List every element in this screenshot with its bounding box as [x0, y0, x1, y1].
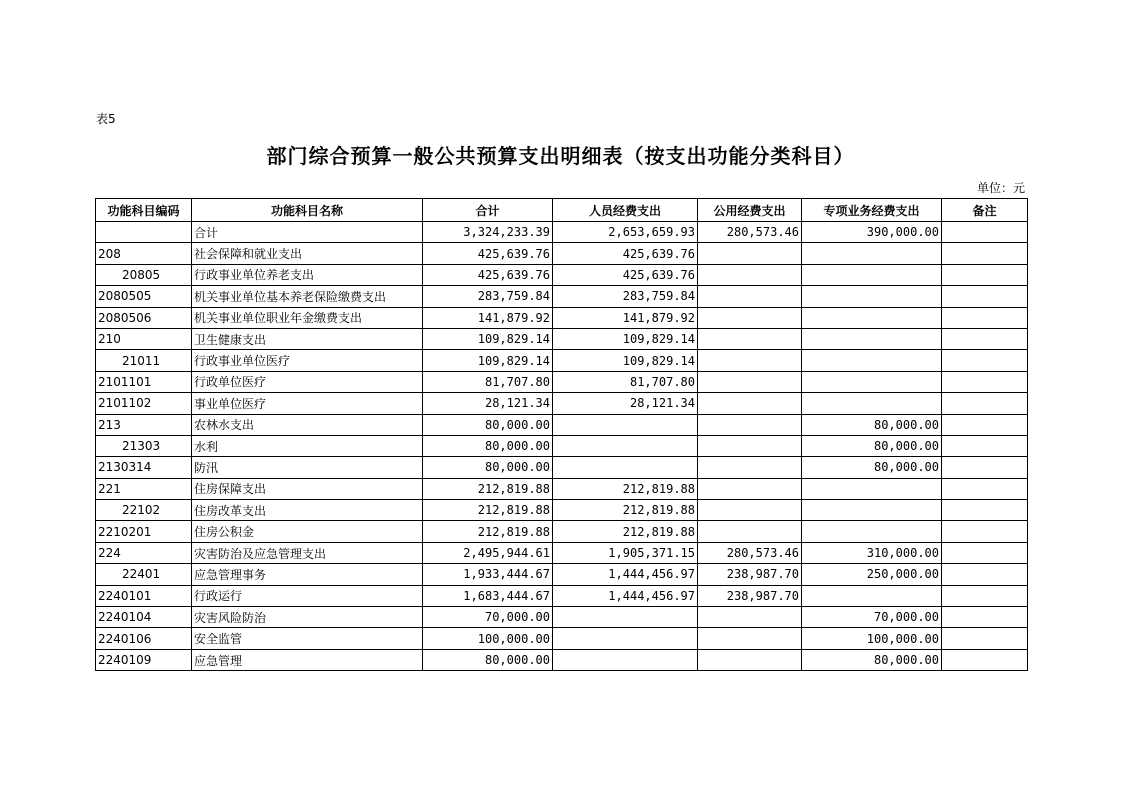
- cell-note: [942, 435, 1028, 456]
- table-row: [96, 564, 1028, 585]
- cell-name: 安全监管: [192, 628, 423, 649]
- cell-special: 390,000.00: [802, 222, 942, 243]
- cell-note: [942, 542, 1028, 563]
- cell-note: [942, 222, 1028, 243]
- table-row: [96, 649, 1028, 670]
- table-row: [96, 500, 1028, 521]
- cell-public: [698, 371, 802, 392]
- cell-special: 100,000.00: [802, 628, 942, 649]
- cell-total: 1,933,444.67: [423, 564, 553, 585]
- cell-total: 212,819.88: [423, 500, 553, 521]
- cell-total: 80,000.00: [423, 435, 553, 456]
- cell-name: 社会保障和就业支出: [192, 243, 423, 264]
- cell-note: [942, 457, 1028, 478]
- cell-code: 2101102: [96, 393, 192, 414]
- cell-name: 卫生健康支出: [192, 328, 423, 349]
- cell-total: 283,759.84: [423, 286, 553, 307]
- cell-personnel: [553, 649, 698, 670]
- cell-code: 224: [96, 542, 192, 563]
- cell-code: 2240104: [96, 607, 192, 628]
- cell-total: 80,000.00: [423, 649, 553, 670]
- cell-special: 310,000.00: [802, 542, 942, 563]
- cell-code: 21303: [96, 435, 192, 456]
- cell-public: [698, 457, 802, 478]
- cell-special: [802, 585, 942, 606]
- cell-name: 灾害防治及应急管理支出: [192, 542, 423, 563]
- cell-total: 109,829.14: [423, 328, 553, 349]
- header-code: 功能科目编码: [96, 199, 192, 222]
- cell-note: [942, 264, 1028, 285]
- cell-personnel: 141,879.92: [553, 307, 698, 328]
- cell-personnel: 283,759.84: [553, 286, 698, 307]
- cell-special: [802, 328, 942, 349]
- cell-public: [698, 649, 802, 670]
- cell-public: [698, 286, 802, 307]
- cell-public: 238,987.70: [698, 585, 802, 606]
- cell-name: 机关事业单位职业年金缴费支出: [192, 307, 423, 328]
- cell-code: 2080506: [96, 307, 192, 328]
- cell-code: 213: [96, 414, 192, 435]
- cell-code: 21011: [96, 350, 192, 371]
- table-row: [96, 222, 1028, 243]
- cell-note: [942, 243, 1028, 264]
- cell-code: 221: [96, 478, 192, 499]
- cell-code: 2210201: [96, 521, 192, 542]
- cell-total: 80,000.00: [423, 414, 553, 435]
- cell-note: [942, 478, 1028, 499]
- table-row: [96, 478, 1028, 499]
- cell-personnel: 109,829.14: [553, 350, 698, 371]
- cell-special: [802, 393, 942, 414]
- cell-personnel: [553, 628, 698, 649]
- cell-note: [942, 350, 1028, 371]
- cell-total: 28,121.34: [423, 393, 553, 414]
- table-row: [96, 585, 1028, 606]
- cell-code: 20805: [96, 264, 192, 285]
- cell-special: [802, 307, 942, 328]
- table-row: [96, 393, 1028, 414]
- table-header-row: [96, 199, 1028, 222]
- table-row: [96, 307, 1028, 328]
- header-total: 合计: [423, 199, 553, 222]
- cell-name: 住房公积金: [192, 521, 423, 542]
- cell-public: [698, 478, 802, 499]
- cell-name: 住房保障支出: [192, 478, 423, 499]
- cell-special: 80,000.00: [802, 457, 942, 478]
- cell-personnel: 212,819.88: [553, 478, 698, 499]
- cell-public: [698, 307, 802, 328]
- cell-note: [942, 585, 1028, 606]
- cell-name: 灾害风险防治: [192, 607, 423, 628]
- cell-special: 250,000.00: [802, 564, 942, 585]
- cell-special: 80,000.00: [802, 435, 942, 456]
- cell-note: [942, 628, 1028, 649]
- cell-total: 425,639.76: [423, 243, 553, 264]
- cell-special: 70,000.00: [802, 607, 942, 628]
- table-row: [96, 607, 1028, 628]
- cell-note: [942, 286, 1028, 307]
- table-row: [96, 435, 1028, 456]
- cell-public: [698, 393, 802, 414]
- cell-personnel: 1,444,456.97: [553, 564, 698, 585]
- cell-total: 425,639.76: [423, 264, 553, 285]
- cell-name: 合计: [192, 222, 423, 243]
- cell-personnel: 2,653,659.93: [553, 222, 698, 243]
- cell-personnel: 1,905,371.15: [553, 542, 698, 563]
- cell-special: [802, 371, 942, 392]
- header-special: 专项业务经费支出: [802, 199, 942, 222]
- cell-note: [942, 393, 1028, 414]
- cell-code: 2240101: [96, 585, 192, 606]
- cell-code: 2080505: [96, 286, 192, 307]
- cell-public: [698, 521, 802, 542]
- unit-label: 单位：元: [976, 181, 1025, 195]
- header-note: 备注: [942, 199, 1028, 222]
- cell-name: 行政事业单位医疗: [192, 350, 423, 371]
- cell-note: [942, 371, 1028, 392]
- cell-total: 80,000.00: [423, 457, 553, 478]
- cell-special: 80,000.00: [802, 414, 942, 435]
- cell-special: 80,000.00: [802, 649, 942, 670]
- cell-special: [802, 478, 942, 499]
- cell-total: 141,879.92: [423, 307, 553, 328]
- cell-public: 238,987.70: [698, 564, 802, 585]
- cell-total: 81,707.80: [423, 371, 553, 392]
- page-title: 部门综合预算一般公共预算支出明细表（按支出功能分类科目）: [266, 144, 855, 168]
- cell-total: 2,495,944.61: [423, 542, 553, 563]
- cell-name: 住房改革支出: [192, 500, 423, 521]
- cell-code: 2130314: [96, 457, 192, 478]
- cell-personnel: [553, 607, 698, 628]
- cell-personnel: [553, 457, 698, 478]
- cell-public: 280,573.46: [698, 542, 802, 563]
- table-row: [96, 628, 1028, 649]
- cell-code: [96, 222, 192, 243]
- cell-name: 防汛: [192, 457, 423, 478]
- table-row: [96, 521, 1028, 542]
- cell-code: 2240109: [96, 649, 192, 670]
- cell-name: 行政运行: [192, 585, 423, 606]
- table-body: [96, 222, 1028, 671]
- cell-name: 水利: [192, 435, 423, 456]
- cell-name: 应急管理事务: [192, 564, 423, 585]
- budget-table: [95, 198, 1028, 671]
- table-row: [96, 350, 1028, 371]
- table-label: 表5: [96, 112, 116, 126]
- cell-public: [698, 350, 802, 371]
- cell-public: [698, 264, 802, 285]
- cell-public: [698, 414, 802, 435]
- cell-personnel: 109,829.14: [553, 328, 698, 349]
- header-name: 功能科目名称: [192, 199, 423, 222]
- cell-name: 应急管理: [192, 649, 423, 670]
- cell-name: 行政单位医疗: [192, 371, 423, 392]
- cell-personnel: 28,121.34: [553, 393, 698, 414]
- cell-note: [942, 564, 1028, 585]
- table-row: [96, 457, 1028, 478]
- table-row: [96, 264, 1028, 285]
- cell-personnel: 1,444,456.97: [553, 585, 698, 606]
- cell-total: 212,819.88: [423, 521, 553, 542]
- cell-total: 109,829.14: [423, 350, 553, 371]
- cell-special: [802, 286, 942, 307]
- table-row: [96, 542, 1028, 563]
- cell-note: [942, 328, 1028, 349]
- header-public: 公用经费支出: [698, 199, 802, 222]
- cell-public: [698, 328, 802, 349]
- cell-special: [802, 521, 942, 542]
- cell-special: [802, 350, 942, 371]
- table-row: [96, 243, 1028, 264]
- cell-public: 280,573.46: [698, 222, 802, 243]
- cell-total: 212,819.88: [423, 478, 553, 499]
- cell-public: [698, 607, 802, 628]
- cell-special: [802, 264, 942, 285]
- table-row: [96, 371, 1028, 392]
- cell-note: [942, 607, 1028, 628]
- cell-personnel: 212,819.88: [553, 521, 698, 542]
- table-row: [96, 286, 1028, 307]
- cell-public: [698, 500, 802, 521]
- cell-personnel: [553, 435, 698, 456]
- table-row: [96, 414, 1028, 435]
- header-personnel: 人员经费支出: [553, 199, 698, 222]
- cell-note: [942, 649, 1028, 670]
- cell-name: 事业单位医疗: [192, 393, 423, 414]
- cell-public: [698, 435, 802, 456]
- cell-code: 2240106: [96, 628, 192, 649]
- cell-code: 22401: [96, 564, 192, 585]
- cell-personnel: 425,639.76: [553, 243, 698, 264]
- cell-name: 农林水支出: [192, 414, 423, 435]
- cell-public: [698, 243, 802, 264]
- cell-personnel: 81,707.80: [553, 371, 698, 392]
- cell-note: [942, 500, 1028, 521]
- cell-total: 100,000.00: [423, 628, 553, 649]
- cell-note: [942, 307, 1028, 328]
- cell-code: 22102: [96, 500, 192, 521]
- cell-personnel: [553, 414, 698, 435]
- table-row: [96, 328, 1028, 349]
- cell-name: 行政事业单位养老支出: [192, 264, 423, 285]
- cell-total: 1,683,444.67: [423, 585, 553, 606]
- cell-public: [698, 628, 802, 649]
- cell-special: [802, 243, 942, 264]
- cell-note: [942, 521, 1028, 542]
- cell-total: 70,000.00: [423, 607, 553, 628]
- cell-special: [802, 500, 942, 521]
- cell-personnel: 212,819.88: [553, 500, 698, 521]
- cell-code: 208: [96, 243, 192, 264]
- cell-note: [942, 414, 1028, 435]
- cell-total: 3,324,233.39: [423, 222, 553, 243]
- cell-name: 机关事业单位基本养老保险缴费支出: [192, 286, 423, 307]
- cell-code: 2101101: [96, 371, 192, 392]
- cell-personnel: 425,639.76: [553, 264, 698, 285]
- cell-code: 210: [96, 328, 192, 349]
